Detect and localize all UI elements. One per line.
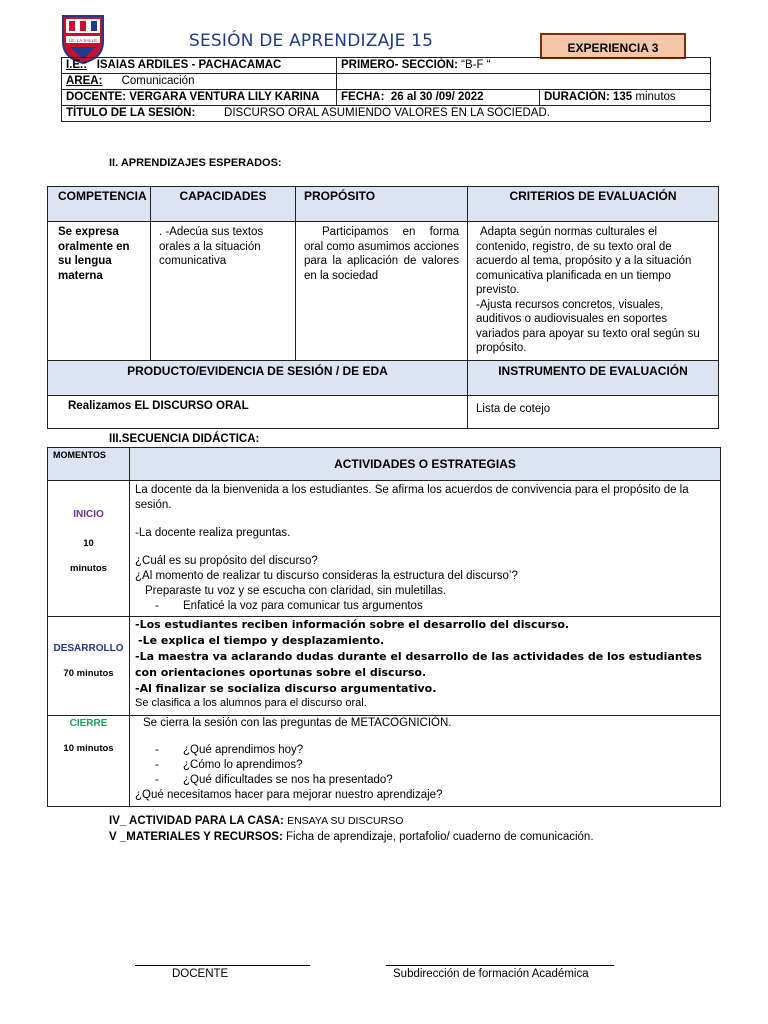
inicio-activities [130, 481, 721, 617]
desarrollo-p4: -Al finalizar se socializa discurso argumentativo. [135, 682, 437, 695]
producto-header: PRODUCTO/EVIDENCIA DE SESIÓN / DE EDA [48, 361, 468, 396]
ie-label: I.E.: [66, 59, 88, 71]
cierre-label: CIERRE [69, 718, 108, 729]
producto-value: Realizamos EL DISCURSO ORAL [48, 396, 468, 429]
actividad-casa [109, 815, 403, 827]
materiales [109, 831, 594, 843]
ie-value: ISAIAS ARDILES - PACHACAMAC [96, 59, 282, 71]
inicio-p6-dash: - [155, 600, 159, 612]
desarrollo-label: DESARROLLO [53, 643, 124, 654]
inicio-label: INICIO [73, 509, 104, 520]
fecha-value: 26 al 30 /09/ 2022 [390, 91, 484, 103]
desarrollo-activities [130, 617, 721, 716]
titulo-label: TÍTULO DE LA SESIÓN: [66, 107, 196, 119]
page-title: SESIÓN DE APRENDIZAJE 15 [189, 31, 434, 51]
inicio-moment [48, 481, 130, 617]
signature-line-subdireccion [386, 965, 614, 966]
logo-text: I.E. LA SALLE [68, 38, 98, 43]
competencia-cell: Se expresa oralmente en su lengua materna [48, 222, 151, 361]
cierre-p1: Se cierra la sesión con las preguntas de METACOGNICIÓN. [143, 717, 452, 729]
criterios-cell [468, 222, 719, 361]
desarrollo-p1: -Los estudiantes reciben información sobre el desarrollo del discurso. [135, 618, 570, 631]
actividad-value: ENSAYA SU DISCURSO [287, 815, 404, 827]
inicio-p1: La docente da la bienvenida a los estudiantes. Se afirma los acuerdos de convivencia para el propósito de la sesión. [135, 484, 689, 511]
materiales-label: V _MATERIALES Y RECURSOS: [109, 831, 283, 843]
secuencia-title: III.SECUENCIA DIDÁCTICA: [109, 433, 260, 445]
cierre-q3: ¿Qué dificultades se nos ha presentado? [183, 774, 393, 786]
titulo-value: DISCURSO ORAL ASUMIENDO VALORES EN LA SOCIEDAD. [224, 107, 550, 119]
momentos-header: MOMENTOS [48, 448, 130, 481]
duracion-label: DURACIÓN: [544, 91, 610, 103]
grado-label: PRIMERO- SECCIÓN: [341, 59, 458, 71]
inicio-unit: minutos [70, 563, 107, 574]
signature-line-docente [135, 965, 310, 966]
actividad-label: IV_ ACTIVIDAD PARA LA CASA: [109, 815, 284, 827]
col-criterios: CRITERIOS DE EVALUACIÓN [468, 187, 719, 222]
cierre-q1: ¿Qué aprendimos hoy? [183, 744, 304, 756]
inicio-num: 10 [83, 538, 94, 549]
fecha-label: FECHA: [341, 91, 385, 103]
col-capacidades: CAPACIDADES [151, 187, 296, 222]
docente-value: VERGARA VENTURA LILY KARINA [129, 91, 320, 103]
cierre-q2: ¿Cómo lo aprendimos? [183, 759, 303, 771]
actividades-header: ACTIVIDADES O ESTRATEGIAS [130, 448, 721, 481]
duracion-unit: minutos [635, 91, 676, 103]
capacidades-cell: . -Adecúa sus textos orales a la situación comunicativa [151, 222, 296, 361]
inicio-p4: ¿Al momento de realizar tu discurso consideras la estructura del discurso’? [135, 570, 518, 582]
desarrollo-time: 70 minutos [63, 668, 114, 679]
inicio-p2: -La docente realiza preguntas. [135, 527, 291, 539]
experiencia-badge: EXPERIENCIA 3 [540, 33, 686, 59]
desarrollo-p3: -La maestra va aclarando dudas durante el desarrollo de las actividades de los estudiantes con orientaciones oportunas sobre el discurso. [135, 650, 702, 679]
aprendizajes-title: II. APRENDIZAJES ESPERADOS: [109, 157, 282, 169]
cierre-time: 10 minutos [63, 743, 114, 754]
proposito-cell: Participamos en forma oral como asumimos acciones para la aplicación de valores en la sociedad [296, 222, 468, 361]
materiales-value: Ficha de aprendizaje, portafolio/ cuaderno de comunicación. [286, 831, 594, 843]
duracion-value: 135 [613, 91, 633, 103]
sign-subdireccion: Subdirección de formación Académica [393, 968, 589, 980]
session-info-table [61, 57, 711, 122]
docente-label: DOCENTE: [66, 91, 127, 103]
inicio-p3: ¿Cuál es su propósito del discurso? [135, 555, 318, 567]
inicio-p5: Preparaste tu voz y se escucha con claridad, sin muletillas. [145, 585, 447, 597]
desarrollo-moment [48, 617, 130, 716]
desarrollo-p2: -Le explica el tiempo y desplazamiento. [138, 634, 385, 647]
cierre-q1-dash: - [155, 744, 159, 756]
cierre-q3-dash: - [155, 774, 159, 786]
criterio-2: -Ajusta recursos concretos, visuales, auditivos o audiovisuales en soportes variados para apoyar su texto oral según su propósito. [476, 298, 700, 354]
area-value: Comunicación [121, 75, 195, 87]
secuencia-table [47, 447, 721, 807]
inicio-p6: Enfaticé la voz para comunicar tus argumentos [183, 600, 423, 612]
sign-docente: DOCENTE [172, 968, 229, 980]
col-competencia: COMPETENCIA [48, 187, 151, 222]
desarrollo-p5: Se clasifica a los alumnos para el discurso oral. [135, 697, 367, 709]
aprendizajes-table [47, 186, 719, 429]
instrumento-value: Lista de cotejo [468, 396, 719, 429]
criterio-1: Adapta según normas culturales el contenido, registro, de su texto oral de acuerdo al tema, propósito y a la situación comunicativa planificada en un tiempo previsto. [476, 226, 692, 296]
area-label: AREA: [66, 75, 103, 87]
grado-value: “B-F “ [461, 59, 491, 71]
cierre-q4: ¿Qué necesitamos hacer para mejorar nuestro aprendizaje? [135, 789, 443, 801]
cierre-moment [48, 716, 130, 807]
instrumento-header: INSTRUMENTO DE EVALUACIÓN [468, 361, 719, 396]
cierre-q2-dash: - [155, 759, 159, 771]
col-proposito: PROPÓSITO [296, 187, 468, 222]
cierre-activities [130, 716, 721, 807]
